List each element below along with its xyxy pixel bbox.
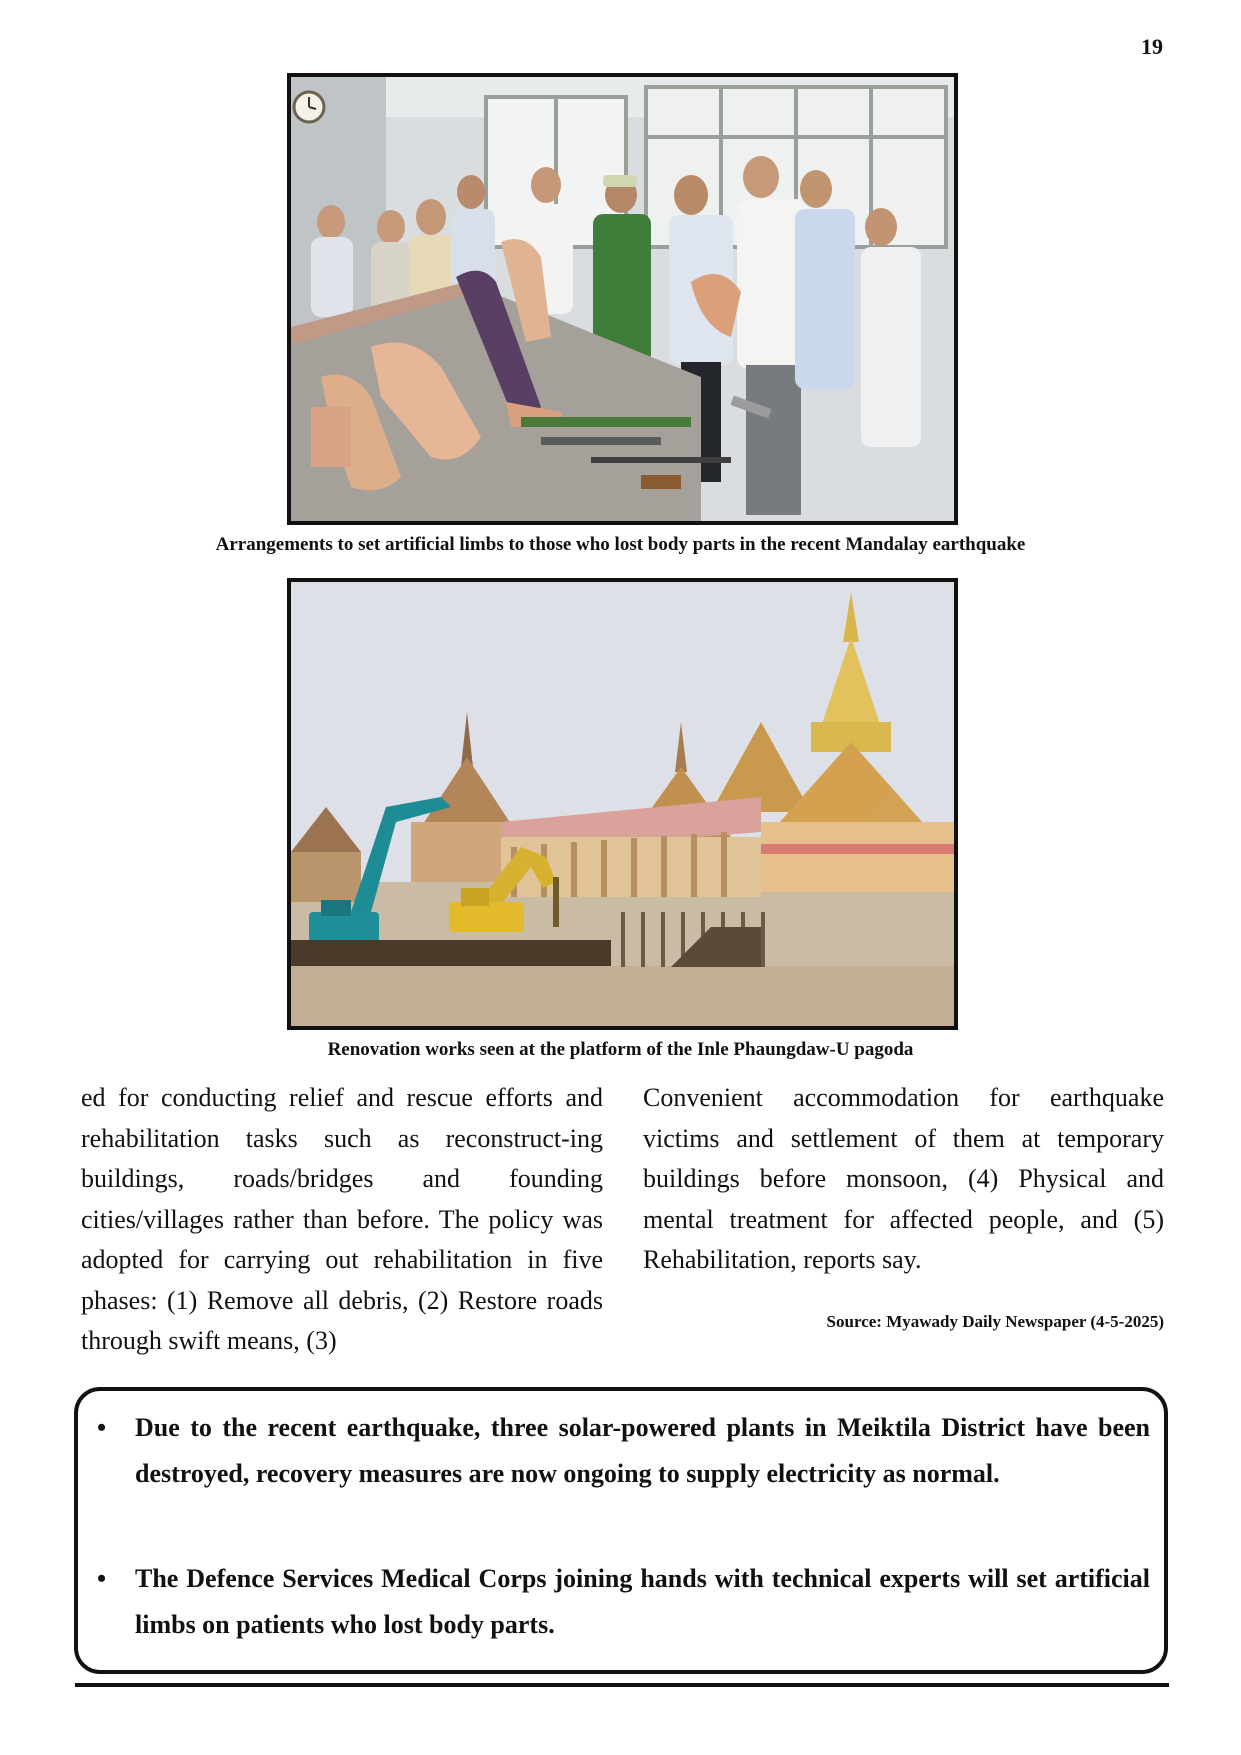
key-points-box — [74, 1387, 1168, 1674]
page-number: 19 — [1141, 34, 1163, 59]
bullet-icon: • — [97, 1564, 107, 1593]
key-point-text: Due to the recent earthquake, three solar-powered plants in Meiktila District have been destroyed, recovery measures are now ongoing to supply electricity as normal. — [135, 1413, 1150, 1488]
key-point — [97, 1405, 1150, 1497]
bottom-divider — [75, 1683, 1169, 1687]
workshop-photo-illustration — [291, 77, 954, 521]
pagoda-photo-illustration — [291, 582, 954, 1026]
photo-artificial-limbs-workshop — [287, 73, 958, 525]
article-left-column — [81, 1078, 603, 1362]
key-point-text: The Defence Services Medical Corps joining hands with technical experts will set artificial limbs on patients who lost body parts. — [135, 1564, 1150, 1639]
key-point — [97, 1556, 1150, 1648]
article-text: Convenient accommodation for earthquake victims and settlement of them at temporary buildings before monsoon, (4) Physical and mental treatment for affected people, and (5) Rehabilitation, reports say. — [643, 1083, 1164, 1274]
photo-pagoda-renovation — [287, 578, 958, 1030]
article-right-column — [643, 1078, 1164, 1333]
figure-caption: Renovation works seen at the platform of the Inle Phaungdaw-U pagoda — [327, 1039, 914, 1060]
source-credit: Source: Myawady Daily Newspaper (4-5-2025) — [826, 1311, 1164, 1331]
bullet-icon: • — [97, 1413, 107, 1442]
figure-caption: Arrangements to set artificial limbs to those who lost body parts in the recent Mandalay earthquake — [215, 534, 1026, 555]
article-text: ed for conducting relief and rescue efforts and rehabilitation tasks such as reconstruct-ing buildings, roads/bridges and founding cities/villages rather than before. The policy was adopted for carrying out rehabilitation in five phases: (1) Remove all debris, (2) Restore roads through swift means, (3) — [81, 1083, 603, 1355]
